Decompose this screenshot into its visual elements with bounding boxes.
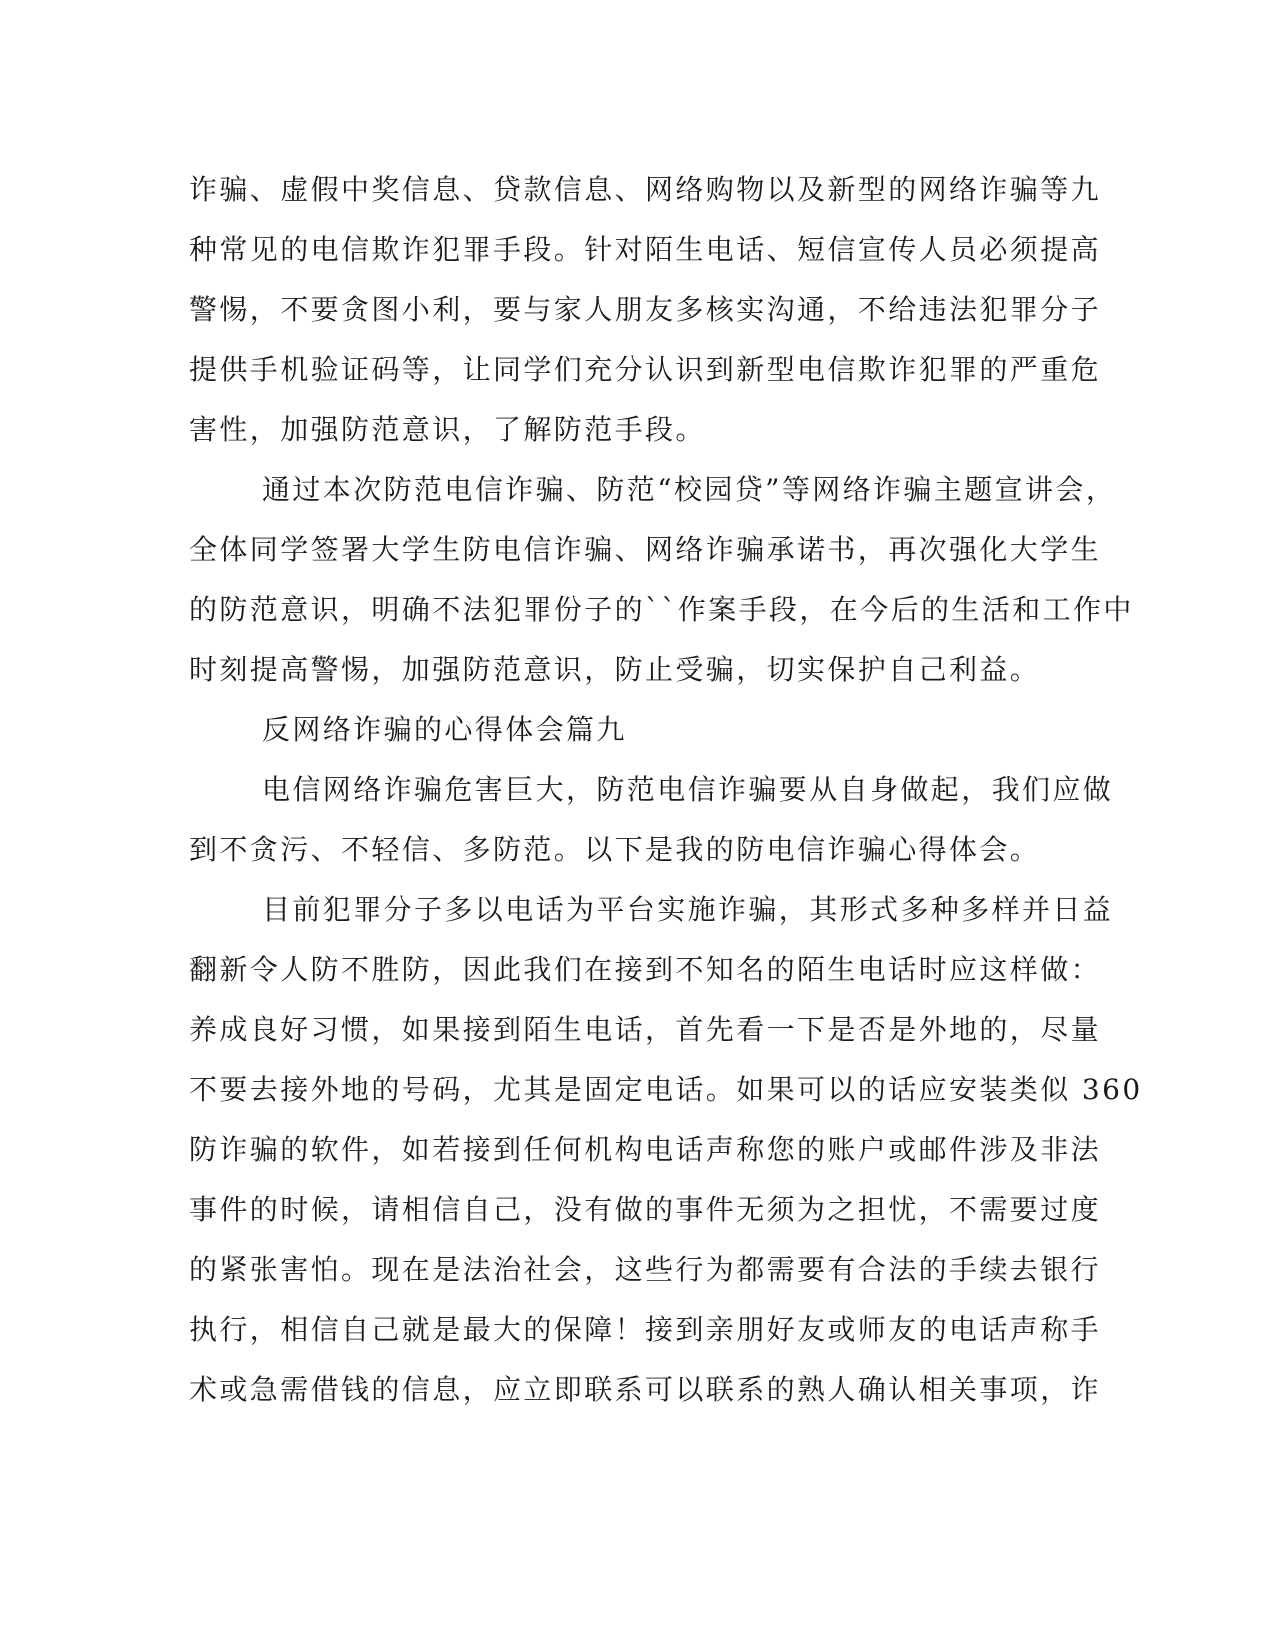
text-line: 的防范意识，明确不法犯罪份子的``作案手段，在今后的生活和工作中 — [189, 593, 1134, 626]
text-line: 害性，加强防范意识，了解防范手段。 — [189, 413, 706, 446]
paragraph-start: 通过本次防范电信诈骗、防范“校园贷”等网络诈骗主题宣讲会， — [262, 473, 1117, 506]
text-line: 事件的时候，请相信自己，没有做的事件无须为之担忧，不需要过度 — [189, 1193, 1102, 1226]
text-line: 全体同学签署大学生防电信诈骗、网络诈骗承诺书，再次强化大学生 — [189, 533, 1102, 566]
text-line: 种常见的电信欺诈犯罪手段。针对陌生电话、短信宣传人员必须提高 — [189, 233, 1102, 266]
text-line: 防诈骗的软件，如若接到任何机构电话声称您的账户或邮件涉及非法 — [189, 1133, 1102, 1166]
text-line: 的紧张害怕。现在是法治社会，这些行为都需要有合法的手续去银行 — [189, 1253, 1102, 1286]
text-line: 执行，相信自己就是最大的保障！接到亲朋好友或师友的电话声称手 — [189, 1313, 1102, 1346]
text-line: 到不贪污、不轻信、多防范。以下是我的防电信诈骗心得体会。 — [189, 833, 1041, 866]
text-line: 养成良好习惯，如果接到陌生电话，首先看一下是否是外地的，尽量 — [189, 1013, 1102, 1046]
text-line: 不要去接外地的号码，尤其是固定电话。如果可以的话应安装类似 360 — [189, 1073, 1143, 1106]
section-heading: 反网络诈骗的心得体会篇九 — [262, 713, 627, 746]
text-line: 诈骗、虚假中奖信息、贷款信息、网络购物以及新型的网络诈骗等九 — [189, 173, 1102, 206]
text-line: 提供手机验证码等，让同学们充分认识到新型电信欺诈犯罪的严重危 — [189, 353, 1102, 386]
text-line: 时刻提高警惕，加强防范意识，防止受骗，切实保护自己利益。 — [189, 653, 1041, 686]
paragraph-start: 目前犯罪分子多以电话为平台实施诈骗，其形式多种多样并日益 — [262, 893, 1114, 926]
text-line: 术或急需借钱的信息，应立即联系可以联系的熟人确认相关事项，诈 — [189, 1373, 1102, 1406]
paragraph-start: 电信网络诈骗危害巨大，防范电信诈骗要从自身做起，我们应做 — [262, 773, 1114, 806]
text-line: 警惕，不要贪图小利，要与家人朋友多核实沟通，不给违法犯罪分子 — [189, 293, 1102, 326]
body-text — [189, 160, 1143, 1420]
text-line: 翻新令人防不胜防，因此我们在接到不知名的陌生电话时应这样做： — [189, 953, 1102, 986]
